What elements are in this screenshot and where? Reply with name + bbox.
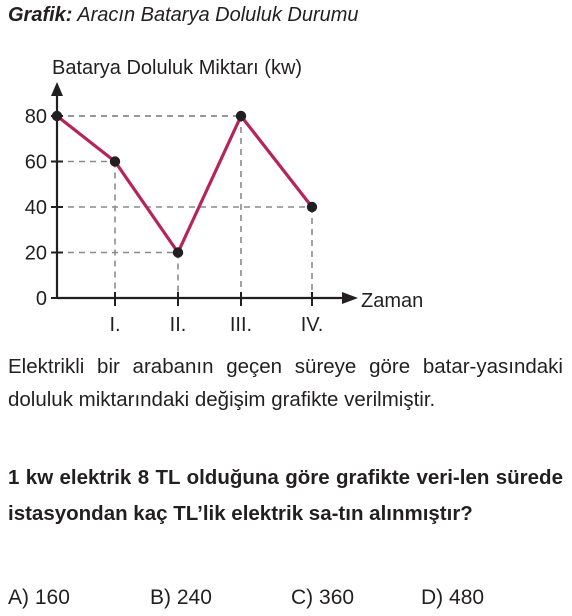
- caption-title: Aracın Batarya Doluluk Durumu: [77, 4, 359, 26]
- question-paragraph: Elektrikli bir arabanın geçen süreye göre batar-yasındaki doluluk miktarındaki değişim grafikte verilmiştir.: [8, 355, 563, 411]
- option-b-value: 240: [176, 586, 212, 609]
- y-tick-label: 0: [35, 288, 47, 310]
- y-tick-label: 80: [24, 106, 47, 128]
- data-point: [236, 111, 246, 121]
- axis-ticks: [25, 106, 324, 336]
- caption-lead: Grafik:: [8, 4, 73, 26]
- x-axis-arrow: [342, 292, 358, 304]
- option-c[interactable]: [291, 586, 354, 610]
- y-tick-label: 60: [24, 151, 47, 174]
- data-point: [307, 202, 317, 212]
- option-b-letter: B): [150, 586, 171, 609]
- x-tick-label: III.: [229, 314, 253, 336]
- option-c-letter: C): [291, 586, 314, 609]
- x-tick-label: IV.: [300, 314, 324, 336]
- data-point: [173, 247, 183, 257]
- y-axis-label: Batarya Doluluk Miktarı (kw): [52, 57, 303, 79]
- x-axis-label: Zaman: [361, 290, 424, 312]
- series-line: [57, 116, 312, 253]
- x-tick-label: II.: [169, 314, 187, 336]
- data-point: [110, 156, 120, 166]
- x-tick-label: I.: [109, 314, 121, 336]
- data-series: [52, 111, 317, 258]
- y-tick-label: 20: [24, 242, 47, 265]
- option-a-value: 160: [34, 586, 70, 609]
- y-axis-arrow: [51, 82, 63, 96]
- option-a[interactable]: [8, 586, 70, 610]
- y-tick-label: 40: [24, 197, 47, 219]
- option-d-letter: D): [421, 586, 444, 609]
- guide-lines: [57, 116, 312, 298]
- data-point: [52, 111, 62, 121]
- option-a-letter: A): [8, 586, 29, 609]
- option-d-value: 480: [449, 586, 485, 609]
- option-b[interactable]: [150, 586, 212, 610]
- option-d[interactable]: [421, 586, 484, 610]
- option-c-value: 360: [319, 586, 355, 609]
- question-bold: 1 kw elektrik 8 TL olduğuna göre grafikte veri-len sürede istasyondan kaç TL’lik elektrik sa-tın alınmıştır?: [8, 466, 563, 525]
